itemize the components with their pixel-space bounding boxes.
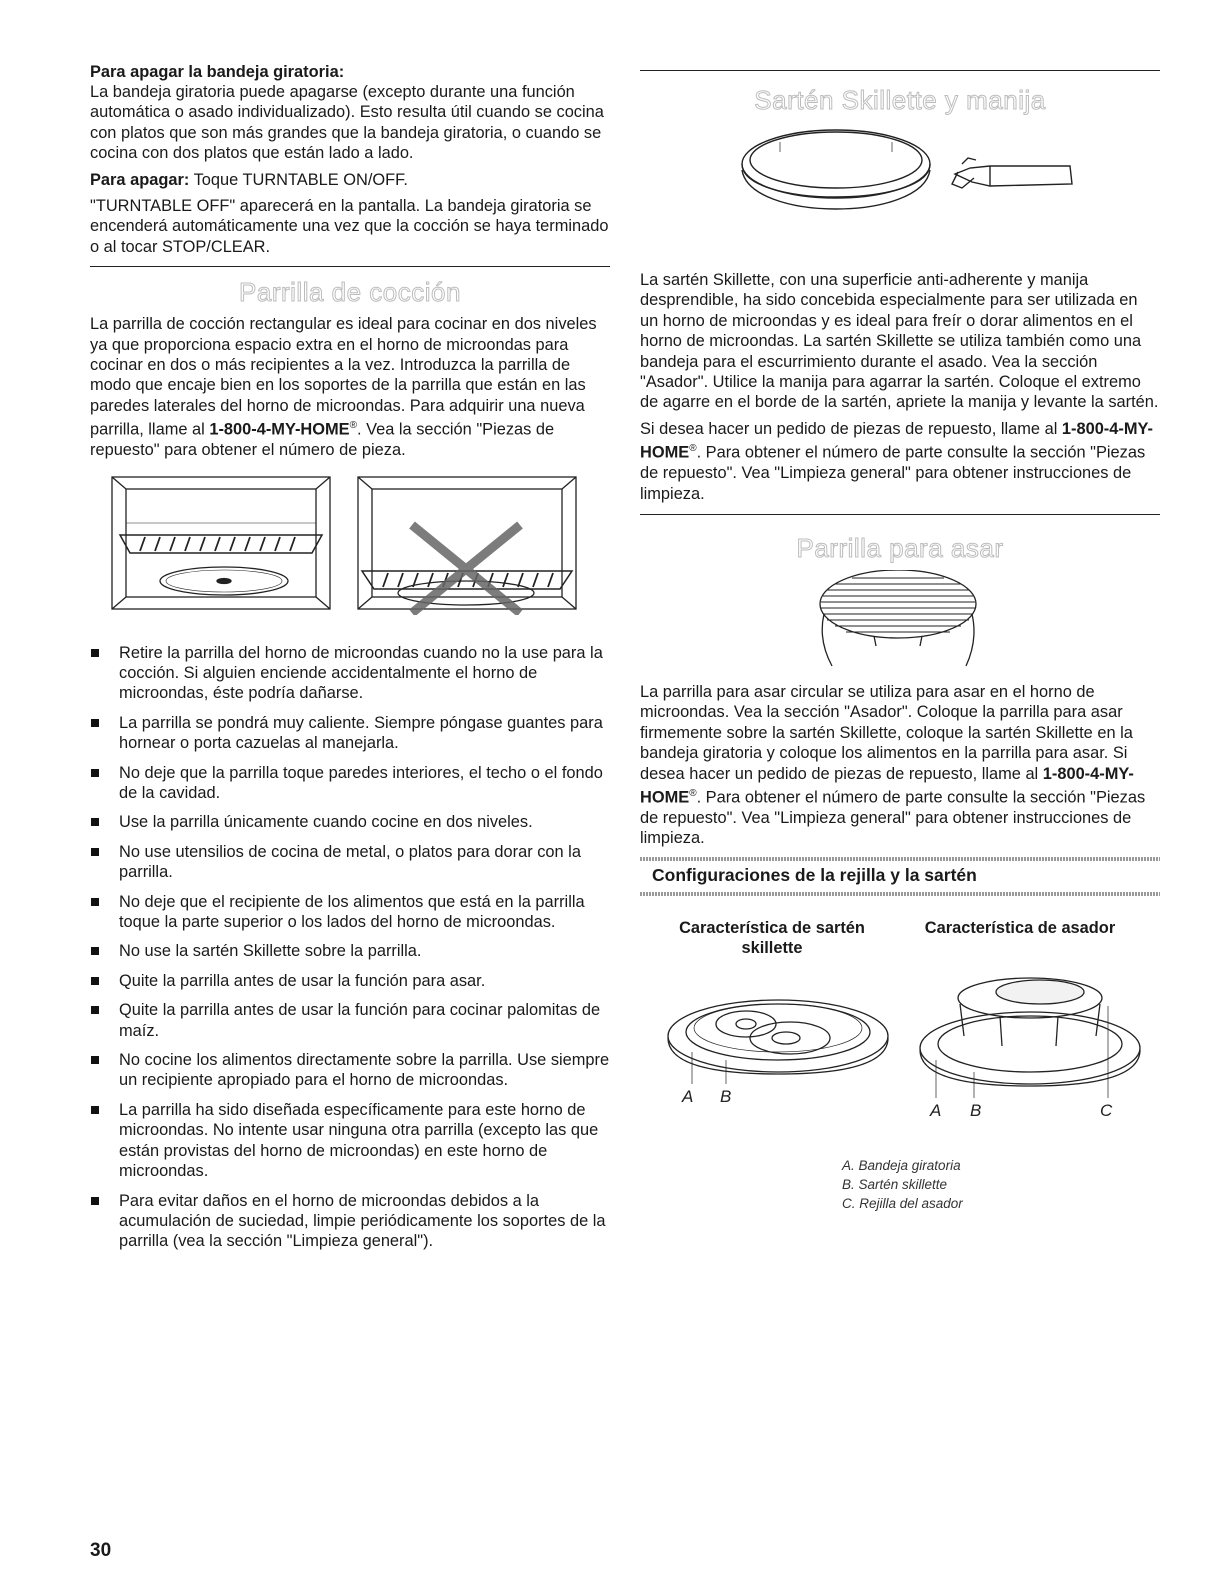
list-item xyxy=(90,941,610,961)
label-c: C xyxy=(1100,1100,1113,1120)
left-column xyxy=(90,62,610,1261)
grill-rack-illustration xyxy=(640,570,1160,674)
label-b: B xyxy=(970,1100,982,1120)
turntable-paragraph: La bandeja giratoria puede apagarse (excepto durante una función automática o asado individualizado). Esto resulta útil cuando se cocina con platos que son más grandes que la bandeja giratoria, o cuando se cocina con dos platos que están lado a lado. xyxy=(90,83,604,163)
list-item-text: Retire la parrilla del horno de microondas cuando no la use para la cocción. Si alguien enciende accidentalmente el horno de microondas, éste podría dañarse. xyxy=(119,643,603,703)
grill-section-title: Parrilla para asar xyxy=(796,532,1004,563)
grill-paragraph xyxy=(640,682,1160,849)
list-item xyxy=(90,1191,610,1252)
rack-paragraph xyxy=(90,314,610,460)
list-item xyxy=(90,1000,610,1041)
rack-paragraph-text: La parrilla de cocción rectangular es ideal para cocinar en dos niveles ya que proporciona espacio extra en el horno de microondas para cocinar en dos o más recipientes a la vez. Introduzca la parrilla de modo que encaje bien en los soportes de la parrilla que están en las paredes laterales del horno de microondas. Para adquirir una nueva parrilla, llame al xyxy=(90,315,597,439)
list-item-text: No deje que el recipiente de los alimentos que está en la parrilla toque la parte superior o los lados del horno de microondas. xyxy=(119,892,585,932)
rack-paragraph-end: . Vea la sección "Piezas de repuesto" para obtener el número de pieza. xyxy=(90,420,555,460)
list-item-text: No cocine los alimentos directamente sobre la parrilla. Use siempre un recipiente apropiado para el horno de microondas. xyxy=(119,1051,610,1090)
turntable-off-label: Para apagar: xyxy=(90,170,190,189)
config-illustration xyxy=(640,976,1160,1126)
skillet-on-turntable-figure xyxy=(668,1000,888,1084)
list-item-text: No use utensilios de cocina de metal, o platos para dorar con la parrilla. xyxy=(119,842,581,882)
list-item xyxy=(90,1050,610,1091)
list-item-text: Para evitar daños en el horno de microondas debidos a la acumulación de suciedad, limpie periódicamente los soportes de la parrilla (vea la sección "Limpieza general"). xyxy=(119,1191,606,1251)
list-item-text: Quite la parrilla antes de usar la función para asar. xyxy=(119,971,486,990)
turntable-display-paragraph: "TURNTABLE OFF" aparecerá en la pantalla. La bandeja giratoria se encenderá automáticamente una vez que la cocción se haya terminado o al tocar STOP/CLEAR. xyxy=(90,197,609,256)
page-number: 30 xyxy=(90,1540,112,1561)
rack-section-title: Parrilla de cocción xyxy=(239,277,461,308)
list-item-text: Use la parrilla únicamente cuando cocine en dos niveles. xyxy=(119,813,533,832)
oven-rack-crossed-figure xyxy=(358,477,576,613)
skillet-paragraph: La sartén Skillette, con una superficie anti-adherente y manija desprendible, ha sido concebida especialmente para ser utilizada en un horno de microondas y es ideal para freír o dorar alimentos en el horno de microondas. La sartén Skillette se utiliza también como una bandeja para el escurrimiento durante el asado. Vea la sección "Asador". Utilice la manija para agarrar la sartén. Coloque el extremo de agarre en el borde de la sartén, apriete la manija y levante la sartén. xyxy=(640,271,1159,412)
list-item xyxy=(90,812,610,832)
skillet-parts-text: Si desea hacer un pedido de piezas de repuesto, llame al xyxy=(640,419,1062,438)
list-item xyxy=(90,1100,610,1182)
grill-paragraph-end: . Para obtener el número de parte consulte la sección "Piezas de repuesto". Vea "Limpieza general" para obtener instrucciones de limpieza. xyxy=(640,788,1146,848)
section-divider xyxy=(90,266,610,267)
section-divider xyxy=(640,514,1160,515)
list-item xyxy=(90,892,610,933)
legend-item: B. Sartén skillette xyxy=(842,1176,948,1192)
label-a: A xyxy=(930,1100,942,1120)
skillet-feature-caption: Característica de sartén skillette xyxy=(679,918,865,957)
legend-item: C. Rejilla del asador xyxy=(842,1195,963,1211)
list-item-text: No deje que la parrilla toque paredes interiores, el techo o el fondo de la cavidad. xyxy=(119,763,603,802)
list-item-text: La parrilla se pondrá muy caliente. Siempre póngase guantes para hornear o porta cazuelas al manejarla. xyxy=(119,713,603,753)
prohibited-x-mark xyxy=(412,525,520,613)
list-item xyxy=(90,643,610,704)
config-heading: Configuraciones de la rejilla y la sartén xyxy=(652,864,977,885)
skillet-handle-figure xyxy=(952,158,1072,188)
grill-feature-caption: Característica de asador xyxy=(924,918,1116,937)
turntable-off-paragraph xyxy=(90,170,610,190)
label-b: B xyxy=(720,1086,732,1106)
skillet-pan-figure xyxy=(742,130,930,209)
dotted-divider xyxy=(640,892,1160,896)
list-item xyxy=(90,713,610,754)
turntable-off-text: Toque TURNTABLE ON/OFF. xyxy=(189,170,408,189)
grill-phone: 1-800-4-MY-HOME xyxy=(640,764,1134,807)
turntable-heading: Para apagar la bandeja giratoria: xyxy=(90,63,345,81)
skillet-phone: 1-800-4-MY-HOME xyxy=(640,419,1153,462)
label-a: A xyxy=(682,1086,694,1106)
oven-with-rack-figure xyxy=(112,477,330,609)
list-item-text: No use la sartén Skillette sobre la parrilla. xyxy=(119,942,422,961)
grill-paragraph-text: La parrilla para asar circular se utiliza para asar en el horno de microondas. Vea la sección "Asador". Coloque la parrilla para asar firmemente sobre la sartén Skillette, coloque la sartén Skillette en la bandeja giratoria y coloque los alimentos en la parrilla para asar. Si desea hacer un pedido de piezas de repuesto, llame al xyxy=(640,682,1133,783)
rack-phone: 1-800-4-MY-HOME xyxy=(209,420,350,439)
figure-legend xyxy=(842,1156,1160,1213)
grill-on-skillet-figure xyxy=(920,978,1140,1098)
section-divider xyxy=(640,70,1160,71)
list-item-text: Quite la parrilla antes de usar la función para cocinar palomitas de maíz. xyxy=(119,1001,601,1040)
config-column-captions xyxy=(640,918,1160,958)
list-item xyxy=(90,842,610,883)
list-item-text: La parrilla ha sido diseñada específicamente para este horno de microondas. No intente usar ninguna otra parrilla (excepto las que están provistas del horno de microondas) en este horno de microondas. xyxy=(119,1100,599,1181)
dotted-divider xyxy=(640,857,1160,861)
skillet-parts-paragraph xyxy=(640,419,1160,504)
grill-reg-mark: ® xyxy=(689,787,697,799)
skillet-and-handle-illustration xyxy=(640,122,1160,240)
list-item xyxy=(90,971,610,991)
legend-item: A. Bandeja giratoria xyxy=(842,1157,961,1173)
rack-illustration xyxy=(90,475,610,615)
skillet-reg-mark: ® xyxy=(689,443,697,455)
skillet-parts-end: . Para obtener el número de parte consulte la sección "Piezas de repuesto". Vea "Limpieza general" para obtener instrucciones de limpieza. xyxy=(640,443,1146,503)
right-column xyxy=(640,70,1160,1213)
rack-warnings-list xyxy=(90,643,610,1252)
rack-reg-mark: ® xyxy=(349,420,357,432)
skillet-section-title: Sartén Skillette y manija xyxy=(754,85,1046,115)
list-item xyxy=(90,763,610,804)
